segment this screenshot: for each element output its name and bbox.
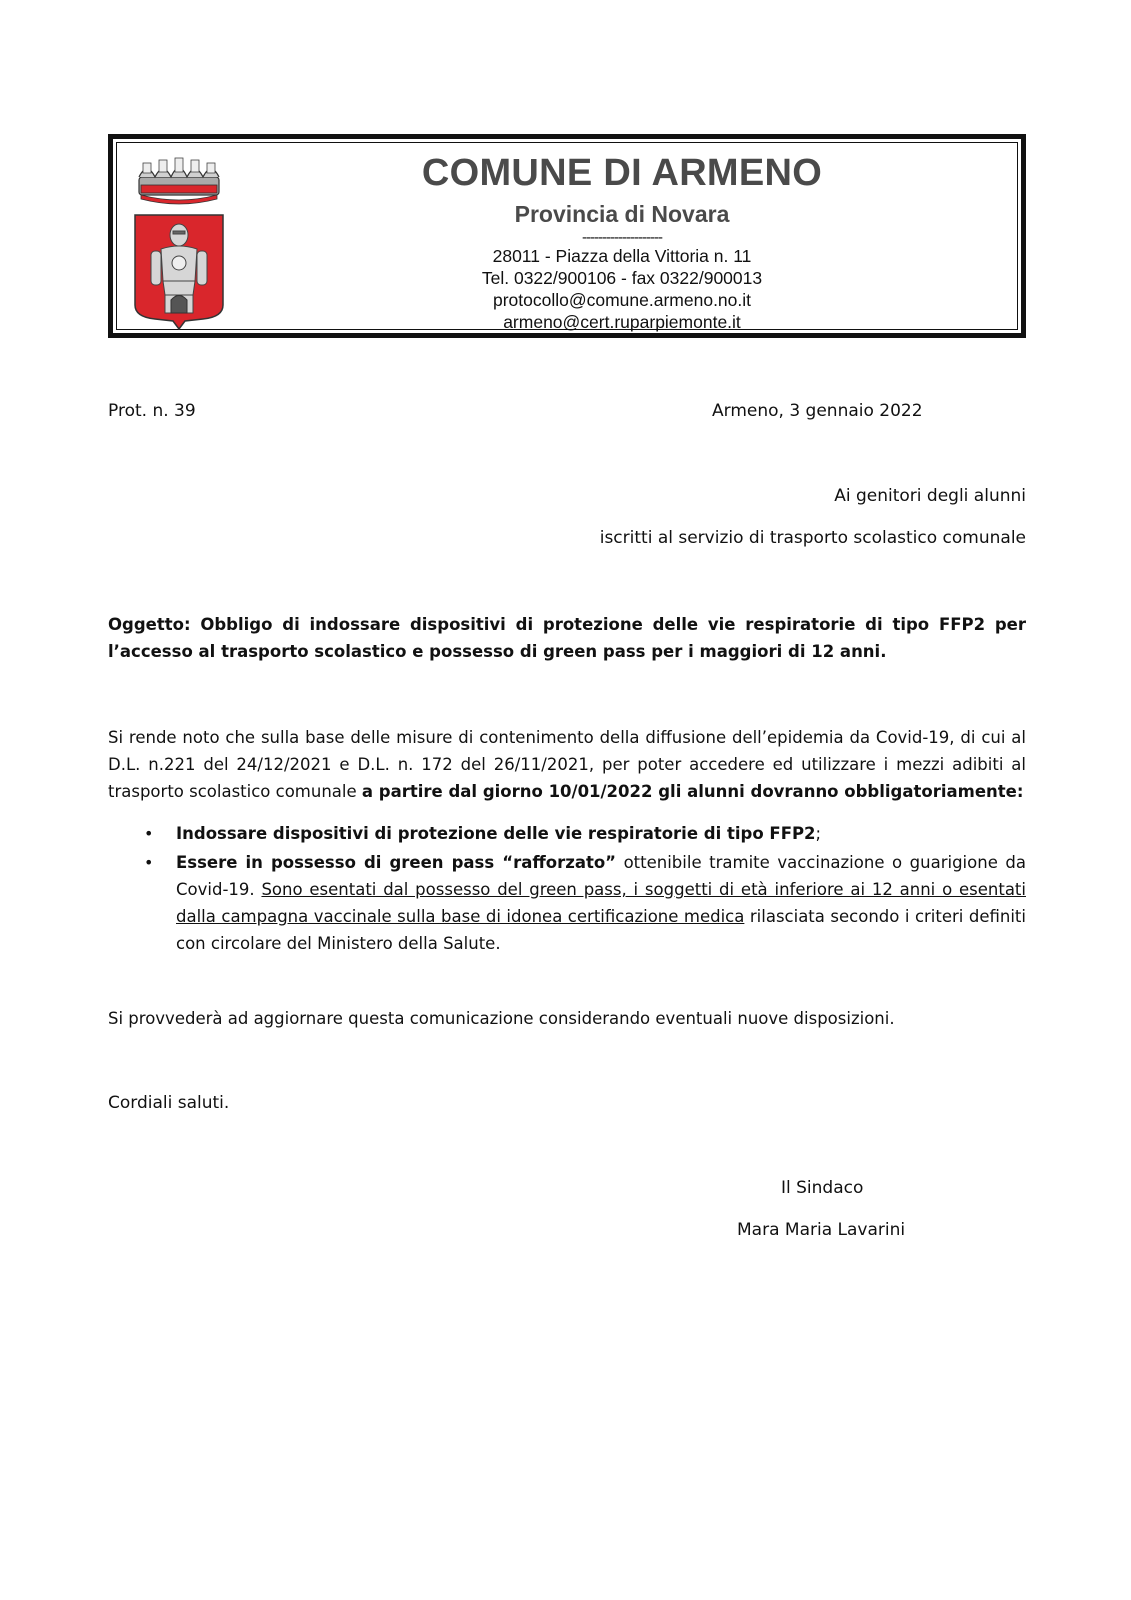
- bullet1-tail: ;: [815, 824, 822, 843]
- signature-name: Mara Maria Lavarini: [737, 1220, 906, 1240]
- closing-greeting: Cordiali saluti.: [108, 1093, 230, 1113]
- municipality-email: protocollo@comune.armeno.no.it: [492, 290, 752, 310]
- letterhead-inner-frame: [116, 142, 1018, 330]
- update-note: Si provvederà ad aggiornare questa comunicazione considerando eventuali nuove disposizioni.: [108, 1009, 895, 1028]
- letterhead-box: [108, 134, 1026, 338]
- bullet1-bold: Indossare dispositivi di protezione delle vie respiratorie di tipo FFP2: [176, 824, 816, 843]
- bullet2-bold: Essere in possesso di green pass “rafforzato”: [176, 853, 617, 872]
- municipality-address: 28011 - Piazza della Vittoria n. 11: [492, 246, 752, 266]
- municipal-coat-of-arms-icon: [133, 155, 225, 330]
- municipality-phone-fax: Tel. 0322/900106 - fax 0322/900013: [481, 268, 763, 288]
- municipality-title: COMUNE DI ARMENO: [421, 152, 823, 194]
- bullet2-tail: rilasciata secondo i criteri definiti con circolare del Ministero della Salute.: [176, 907, 1026, 953]
- body-intro-bold: a partire dal giorno 10/01/2022 gli alunni dovranno obbligatoriamente:: [361, 782, 1024, 801]
- bullet2-underlined: Sono esentati dal possesso del green pass, i soggetti di età inferiore ai 12 anni o esentati dalla campagna vaccinale sulla base di idonea certificazione medica: [176, 880, 1026, 926]
- protocol-number: Prot. n. 39: [108, 401, 196, 421]
- body-intro-paragraph: [108, 724, 1026, 805]
- list-item: [108, 849, 1026, 957]
- requirements-list: [108, 820, 1026, 957]
- municipality-pec: armeno@cert.ruparpiemonte.it: [503, 312, 741, 332]
- letterhead-separator: --------------------: [582, 229, 662, 246]
- bullet2-text: ottenibile tramite vaccinazione o guarigione da Covid-19.: [176, 853, 1026, 899]
- bullet-icon: •: [144, 824, 154, 843]
- bullet-icon: •: [144, 853, 154, 872]
- recipient-line-2: iscritti al servizio di trasporto scolastico comunale: [599, 528, 1026, 548]
- place-date: Armeno, 3 gennaio 2022: [712, 401, 923, 421]
- recipient-line-1: Ai genitori degli alunni: [834, 486, 1026, 506]
- province-name: Provincia di Novara: [514, 201, 730, 227]
- letter-subject: Oggetto: Obbligo di indossare dispositivi di protezione delle vie respiratorie di tipo FFP2 per l’accesso al trasporto scolastico e possesso di green pass per i maggiori di 12 anni.: [108, 615, 1026, 661]
- signature-role: Il Sindaco: [781, 1178, 864, 1198]
- body-intro-text: Si rende noto che sulla base delle misure di contenimento della diffusione dell’epidemia da Covid-19, di cui al D.L. n.221 del 24/12/2021 e D.L. n. 172 del 26/11/2021, per poter accedere ed utilizzare i mezzi adibiti al trasporto scolastico comunale: [108, 728, 1026, 801]
- list-item: [108, 820, 1026, 847]
